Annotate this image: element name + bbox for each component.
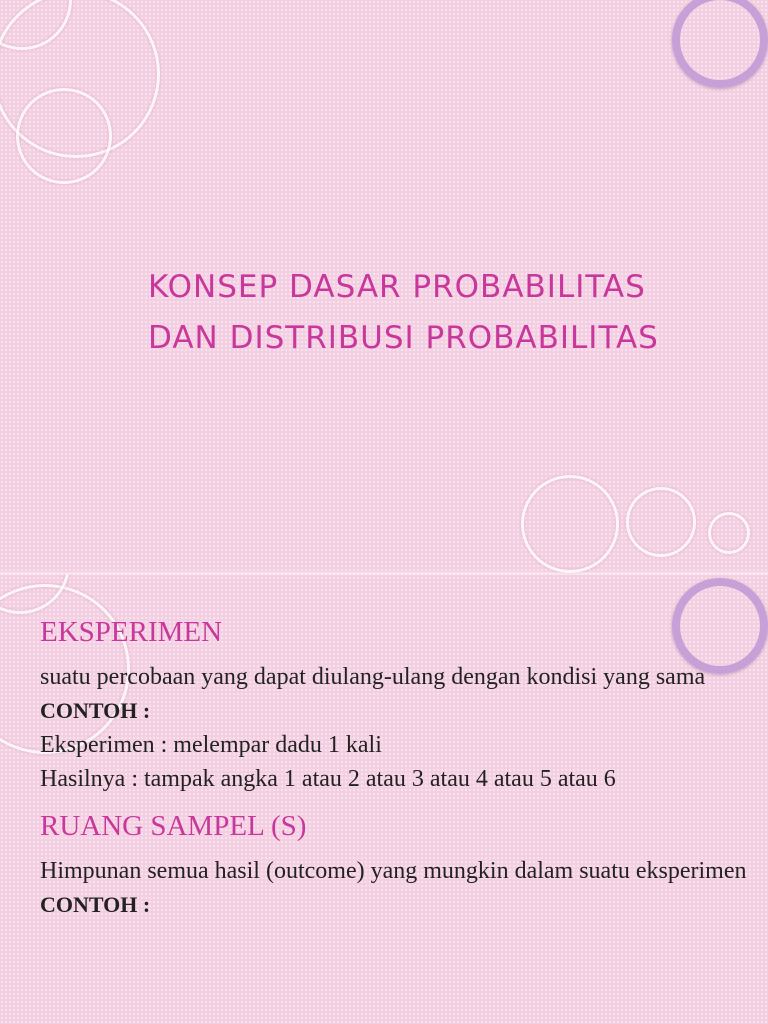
contoh-label-2: CONTOH : [40,892,151,917]
content-slide [0,574,768,1024]
contoh-label: CONTOH : [40,698,151,723]
decorative-circle [16,88,112,184]
definition-ruang-sampel: Himpunan semua hasil (outcome) yang mungkin dalam suatu eksperimen [40,858,747,884]
example-eksperimen: Eksperimen : melempar dadu 1 kali [40,732,382,758]
decorative-circle [626,487,696,557]
decorative-circle [521,475,619,573]
section-heading-ruang-sampel: RUANG SAMPEL (S) [40,810,307,842]
definition-eksperimen: suatu percobaan yang dapat diulang-ulang dengan kondisi yang sama [40,664,706,690]
decorative-circle [708,512,750,554]
slide-title-line2: DAN DISTRIBUSI PROBABILITAS [148,320,659,356]
slide-title-line1: KONSEP DASAR PROBABILITAS [148,269,646,305]
decorative-circle [672,0,768,88]
slide-title [148,262,659,364]
example-hasil: Hasilnya : tampak angka 1 atau 2 atau 3 atau 4 atau 5 atau 6 [40,766,616,792]
slide-content [40,614,750,922]
section-heading-eksperimen: EKSPERIMEN [40,616,223,648]
